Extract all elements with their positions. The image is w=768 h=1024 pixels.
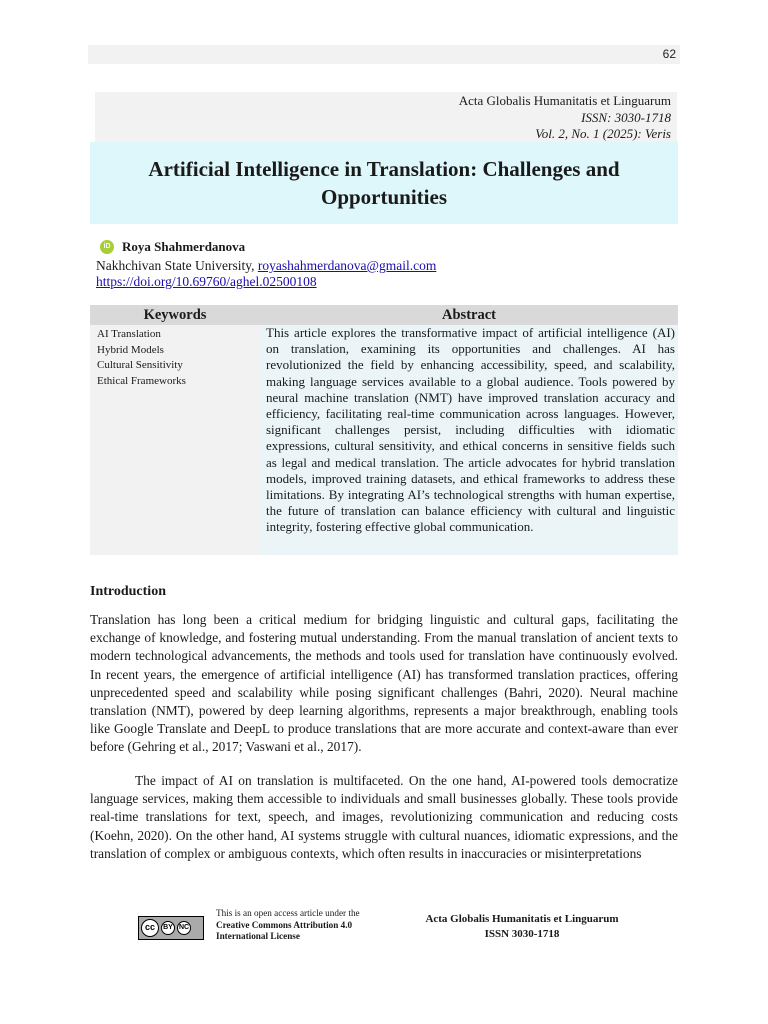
- doi-link[interactable]: https://doi.org/10.69760/aghel.02500108: [96, 274, 317, 289]
- journal-header: [95, 92, 677, 142]
- journal-volume: Vol. 2, No. 1 (2025): Veris: [535, 126, 671, 141]
- license-text: [216, 908, 360, 943]
- keywords-abstract-table: [90, 305, 678, 555]
- table-body: [90, 325, 678, 555]
- doi-line: [96, 274, 317, 290]
- abstract-cell: [260, 325, 678, 555]
- abstract-header: Abstract: [442, 306, 496, 323]
- license-line-3: International License: [216, 931, 300, 942]
- author-line: [100, 239, 245, 255]
- cc-by-icon: BY: [161, 921, 175, 935]
- author-email-link[interactable]: royashahmerdanova@gmail.com: [257, 258, 437, 273]
- table-header: [90, 305, 678, 325]
- cc-nc-icon: NC: [177, 921, 191, 935]
- title-box: [90, 142, 678, 224]
- introduction-heading: Introduction: [90, 584, 166, 599]
- orcid-icon[interactable]: iD: [100, 240, 114, 254]
- license-line-1: This is an open access article under the: [216, 908, 360, 918]
- journal-name: Acta Globalis Humanitatis et Linguarum: [458, 93, 671, 108]
- affiliation-line: [96, 257, 436, 274]
- footer-journal-issn: ISSN 3030-1718: [484, 928, 560, 940]
- keyword-item: Cultural Sensitivity: [97, 359, 183, 371]
- license-line-2: Creative Commons Attribution 4.0: [216, 919, 353, 930]
- introduction-paragraph-1: Translation has long been a critical medium for bridging linguistic and cultural gaps, facilitating the exchange of knowledge, and fostering mutual understanding. From the manual translation of ancient texts to modern technological advancements, the methods and tools used for translation have continuously evolved. In recent years, the emergence of artificial intelligence (AI) has transformed translation practices, offering unprecedented speed and scalability while posing significant challenges (Bahri, 2020). Neural machine translation (NMT), powered by deep learning algorithms, represents a major breakthrough, enabling tools like Google Translate and DeepL to produce translations that are more accurate and context-aware than ever before (Gehring et al., 2017; Vaswani et al., 2017).: [90, 612, 678, 755]
- keywords-header: Keywords: [143, 306, 207, 323]
- affiliation: Nakhchivan State University,: [96, 258, 258, 273]
- footer-journal: [400, 912, 644, 942]
- cc-license-badge[interactable]: [138, 916, 204, 940]
- introduction-paragraph-2: The impact of AI on translation is multifaceted. On the one hand, AI-powered tools democratize language services, making them accessible to individuals and small businesses globally. These tools provide real-time translations for text, speech, and images, revolutionizing communication and reducing costs (Koehn, 2020). On the other hand, AI systems struggle with cultural nuances, idiomatic expressions, and the translation of complex or ambiguous contexts, which often results in inaccuracies or misinterpretations: [90, 773, 678, 861]
- page-number: 62: [662, 47, 676, 61]
- author-name: Roya Shahmerdanova: [122, 239, 246, 254]
- keyword-item: AI Translation: [97, 328, 161, 340]
- footer-journal-name: Acta Globalis Humanitatis et Linguarum: [425, 913, 619, 925]
- keywords-list: [90, 325, 260, 555]
- journal-issn: ISSN: 3030-1718: [581, 109, 671, 125]
- cc-icon: cc: [141, 919, 159, 937]
- keyword-item: Hybrid Models: [97, 343, 164, 356]
- paper-title: Artificial Intelligence in Translation: Challenges and Opportunities: [148, 157, 620, 209]
- abstract-text: This article explores the transformative impact of artificial intelligence (AI) on translation, examining its opportunities and challenges. AI has revolutionized the field by enhancing accessibility, speed, and scalability, making language services available to a global audience. Tools powered by neural machine translation (NMT) have improved translation accuracy and efficiency, facilitating real-time communication across languages. However, significant challenges persist, including difficulties with idiomatic expressions, cultural sensitivity, and ethical concerns in sensitive fields such as legal and medical translation. The article advocates for hybrid translation models, improved training datasets, and ethical frameworks to address these limitations. By integrating AI’s technological strengths with human expertise, the future of translation can balance efficiency with cultural and linguistic integrity, fostering effective global communication.: [266, 325, 675, 535]
- page-number-bar: [88, 45, 680, 64]
- keyword-item: Ethical Frameworks: [97, 374, 186, 387]
